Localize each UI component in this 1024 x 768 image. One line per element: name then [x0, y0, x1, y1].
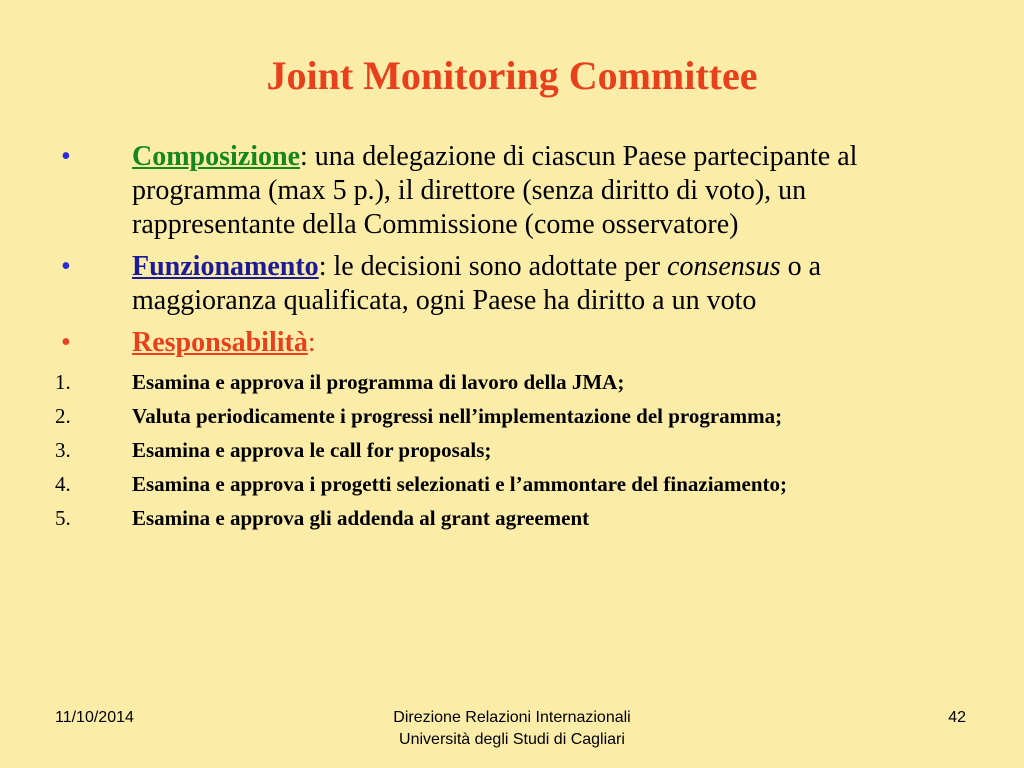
bullet-responsabilita	[55, 326, 970, 360]
footer-date: 11/10/2014	[55, 709, 134, 726]
item-number: 2.	[55, 404, 71, 428]
bullet-marker: •	[61, 327, 71, 358]
numbered-item-4	[55, 470, 970, 498]
slide-content	[55, 140, 970, 538]
footer-organization	[312, 707, 712, 751]
bullet-text: una delegazione di ciascun Paese partecipante al programma (max 5 p.), il direttore (senza diritto di voto), un rappresentante della Commissione (come osservatore)	[132, 141, 858, 240]
footer-org-line-1: Direzione Relazioni Internazionali	[393, 709, 631, 726]
bullet-funzionamento	[55, 250, 970, 318]
bullet-composizione	[55, 140, 970, 242]
keyword-composizione: Composizione	[132, 141, 300, 172]
bullet-text-before: le decisioni sono adottate per	[326, 251, 668, 282]
keyword-funzionamento: Funzionamento	[132, 251, 319, 282]
numbered-item-1	[55, 368, 970, 396]
item-number: 1.	[55, 370, 71, 394]
slide-title: Joint Monitoring Committee	[266, 53, 758, 98]
item-text: Valuta periodicamente i progressi nell’implementazione del programma;	[132, 404, 783, 428]
footer-org-line-2: Università degli Studi di Cagliari	[399, 731, 625, 748]
numbered-item-3	[55, 436, 970, 464]
item-text: Esamina e approva i progetti selezionati e l’ammontare del finaziamento;	[132, 472, 788, 496]
separator: :	[307, 327, 316, 358]
bullet-marker: •	[61, 251, 71, 282]
bullet-text-after: o a maggioranza qualificata, ogni Paese ha diritto a un voto	[132, 251, 822, 316]
separator: :	[318, 251, 327, 282]
item-number: 3.	[55, 438, 71, 462]
item-text: Esamina e approva il programma di lavoro della JMA;	[132, 370, 625, 394]
page-number: 42	[948, 709, 966, 726]
item-text: Esamina e approva gli addenda al grant agreement	[132, 506, 590, 530]
item-number: 5.	[55, 506, 71, 530]
numbered-item-5	[55, 504, 970, 532]
numbered-item-2	[55, 402, 970, 430]
item-number: 4.	[55, 472, 71, 496]
bullet-marker: •	[61, 141, 71, 172]
bullet-emphasis: consensus	[667, 251, 781, 282]
item-text: Esamina e approva le call for proposals;	[132, 438, 492, 462]
separator: :	[300, 141, 308, 172]
keyword-responsabilita: Responsabilità	[132, 327, 308, 358]
